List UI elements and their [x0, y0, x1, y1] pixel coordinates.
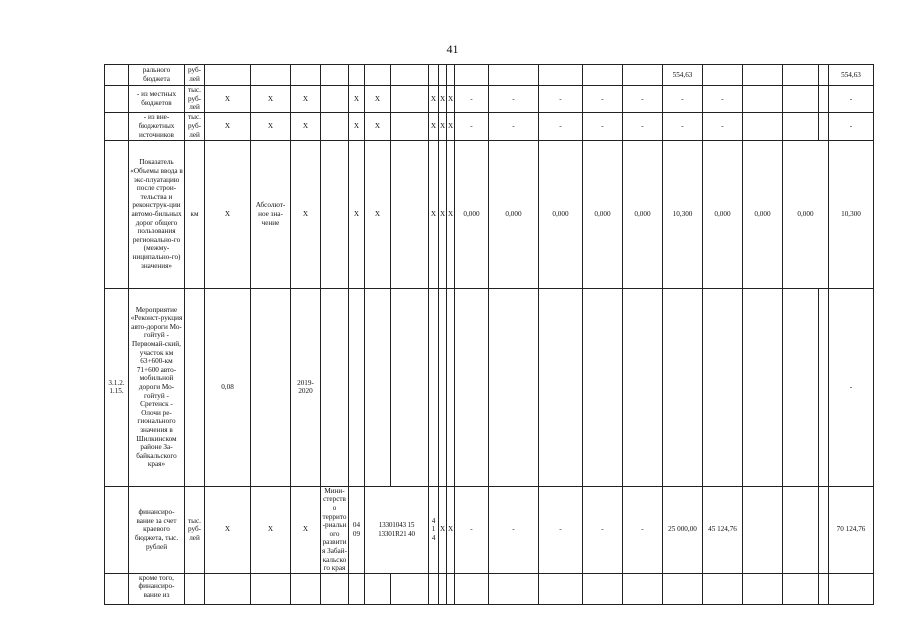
table-row	[105, 65, 874, 86]
budget-table	[104, 64, 874, 605]
table-row	[105, 288, 874, 486]
table-row: - из вне-бюджетных источников тыс. руб-лей X X X X X X X X - - - - - - - -	[105, 112, 874, 140]
row-name: рального бюджета	[129, 65, 185, 86]
row-unit: тыс. руб-лей	[185, 112, 205, 140]
table-row	[105, 573, 874, 604]
ministry: Мини-стерство террито-риального развития Забай-кальского края	[322, 486, 347, 573]
row-name: кроме того, финансиро-вание из	[129, 573, 185, 604]
row-name: - из вне-бюджетных источников	[129, 112, 185, 140]
row-unit: тыс. руб-лей	[185, 486, 205, 573]
row-unit: руб-лей	[185, 65, 205, 86]
section-code: 04 09	[349, 486, 365, 573]
cell-value: 45 124,76	[703, 486, 743, 573]
row-name: - из местных бюджетов	[129, 86, 185, 113]
row-name: Мероприятие «Реконст-рукция авто-дороги Мо-гойтуй - Первомай-ский, участок км 63+600-км 71+600 авто-мобильной дороги Мо-гойтуй - Сретенск - Олочи ре-гионального значения в Шилкинском районе За-байкальского края»	[129, 288, 185, 486]
cell-value: 25 000,00	[663, 486, 703, 573]
row-number: 3.1.2. 1.15.	[105, 288, 129, 486]
cell-value: 0,08	[205, 288, 251, 486]
row-unit: тыс. руб-лей	[185, 86, 205, 113]
row-total: 70 124,76	[829, 486, 874, 573]
value-type: Абсолют-ное зна-чение	[251, 140, 291, 288]
row-total: 10,300	[829, 140, 874, 288]
cell-value: 554,63	[663, 65, 703, 86]
row-total: 554,63	[829, 65, 874, 86]
csr-code: 13301043 15 13301R21 40	[365, 486, 429, 573]
row-total: -	[829, 86, 874, 113]
page-number: 41	[446, 42, 459, 56]
row-unit: км	[185, 140, 205, 288]
row-name: Показатель «Объемы ввода в экс-плуатацию после строи-тельства и реконструк-ции автомо-бильных дорог общего пользования регионально-го (межму-ниципально-го) значения»	[129, 140, 185, 288]
years: 2019-2020	[291, 288, 321, 486]
row-total: -	[829, 112, 874, 140]
row-name: финансиро-вание за счет краевого бюджета, тыс. рублей	[129, 486, 185, 573]
row-total: -	[829, 288, 874, 486]
table-row: Показатель «Объемы ввода в экс-плуатацию после строи-тельства и реконструк-ции автомо-бильных дорог общего пользования регионально-го (межму-ниципально-го) значения» км X Абсолют-ное зна-чение X X X X X X 0,000 0,000 0,000 0,000 0,000 10,300 0,000 0,000 0,000 10,300	[105, 140, 874, 288]
table-row: финансиро-вание за счет краевого бюджета, тыс. рублей тыс. руб-лей X X X Мини-стерство террито-риального развития Забай-кальского края 04 09 13301043 15 13301R21 40 4 1 4 X X - - - - - 25 000,00 45 124,76 70 124,76	[105, 486, 874, 573]
table-row: - из местных бюджетов тыс. руб-лей X X X X X X X X - - - - - - - -	[105, 86, 874, 113]
vr-code: 4 1 4	[429, 486, 439, 573]
